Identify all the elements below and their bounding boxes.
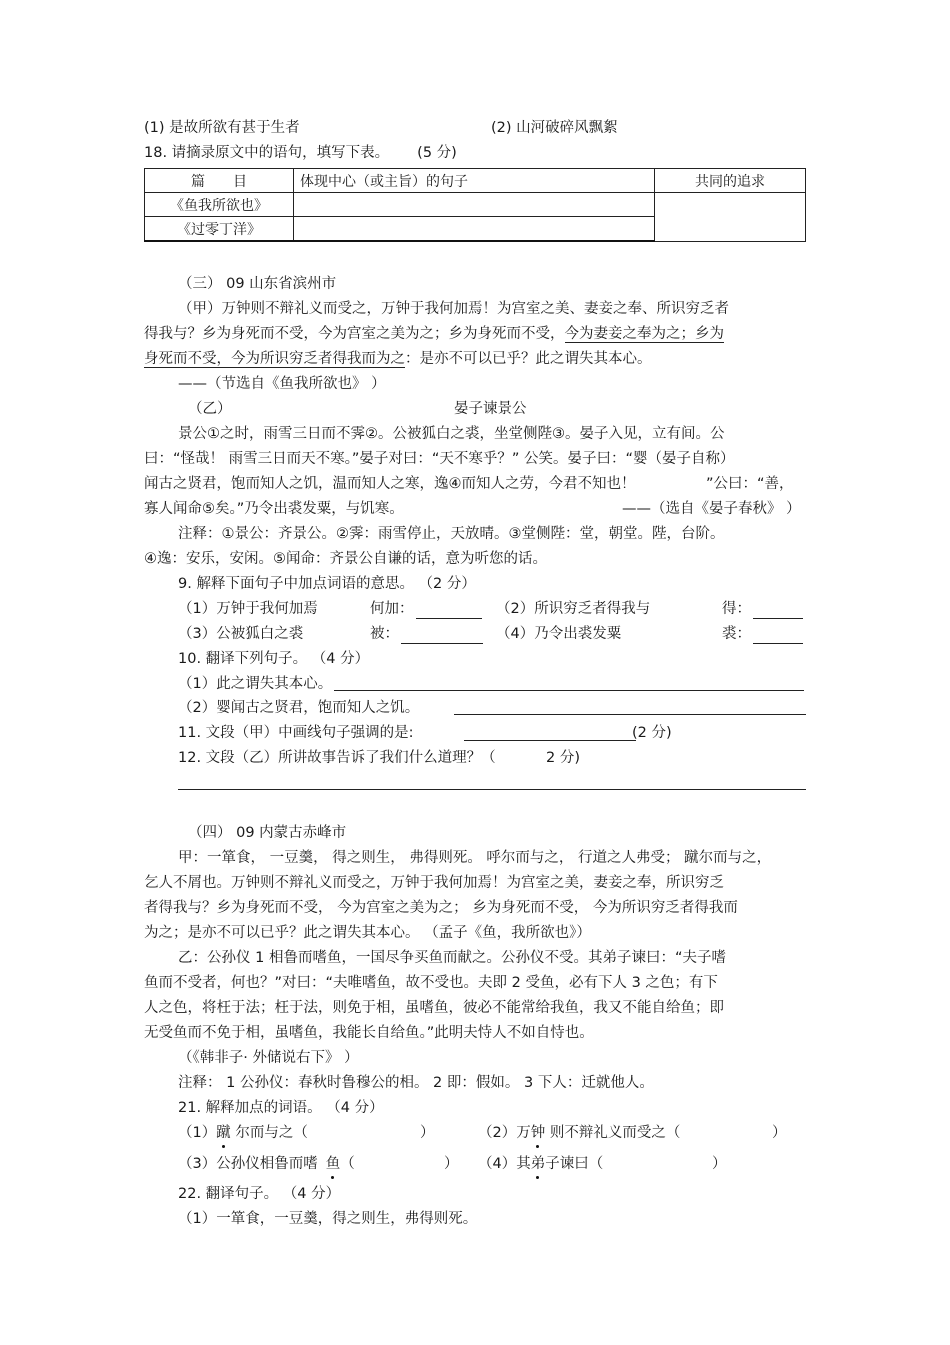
dotted-word: 蹴 — [216, 1125, 231, 1141]
q9-item: （4）乃令出裘发粟 — [496, 626, 622, 642]
q10-prompt: 10. 翻译下列句子。 （4 分） — [178, 651, 370, 667]
q22-item: （1）一箪食，一豆羹，得之则生，弗得则死。 — [178, 1211, 478, 1227]
passage-source: ——（选自《晏子春秋》 ） — [622, 501, 801, 517]
passage-line: 曰：“怪哉！ 雨雪三日而天不寒。”晏子对曰：“天不寒乎？” 公笑。晏子曰：“婴（晏子自称） — [144, 451, 735, 467]
table-row-title: 《鱼我所欲也》 — [145, 193, 294, 217]
q11-prompt: 11. 文段（甲）中画线句子强调的是: — [178, 725, 414, 741]
table-header-title: 篇 目 — [145, 169, 294, 193]
q21-item: （2）万钟 则不辩礼义而受之（ — [478, 1125, 681, 1141]
passage-line: 人之色，将枉于法；枉于法，则免于相，虽嗜鱼，彼必不能常给我鱼，我又不能自给鱼；即 — [144, 1000, 724, 1016]
answer-item-1: (1) 是故所欲有甚于生者 — [144, 120, 300, 136]
passage-line: ”公曰：“善， — [706, 476, 794, 492]
q22-prompt: 22. 翻译句子。 （4 分） — [178, 1186, 341, 1202]
q21-close: ） — [444, 1156, 459, 1172]
q21-item: （1）蹴 尔而与之（ — [178, 1125, 308, 1141]
passage-line: 得我与？乡为身死而不受，今为宫室之美为之；乡为身死而不受，今为妻妾之奉为之；乡为 — [144, 326, 724, 342]
passage-line: 乙：公孙仪 1 相鲁而嗜鱼，一国尽争买鱼而献之。公孙仪不受。其弟子谏曰：“夫子嗜 — [178, 950, 726, 966]
dotted-word: 钟 — [530, 1125, 546, 1141]
dotted-word: 鱼 — [325, 1156, 341, 1172]
passage-line: 甲：一箪食， 一豆羹， 得之则生， 弗得则死。 呼尔而与之， 行道之人弗受； 蹴尔而与之， — [178, 850, 772, 866]
passage-line: 闻古之贤君，饱而知人之饥，温而知人之寒，逸④而知人之劳，今君不知也！ — [144, 476, 636, 492]
answer-blank[interactable] — [401, 627, 483, 644]
answer-item-2: (2) 山河破碎风飘絮 — [491, 120, 618, 136]
q9-prompt: 9. 解释下面句子中加点词语的意思。 （2 分） — [178, 576, 476, 592]
passage-line: 者得我与？乡为身死而不受， 今为宫室之美为之； 乡为身死而不受， 今为所识穷乏者得我而 — [144, 900, 738, 916]
q9-item: （1）万钟于我何加焉 — [178, 601, 318, 617]
notes-line: 注释：①景公：齐景公。②霁：雨雪停止，天放晴。③堂侧陛：堂，朝堂。陛，台阶。 — [178, 526, 725, 542]
answer-line[interactable] — [334, 690, 804, 691]
answer-blank[interactable] — [753, 602, 803, 619]
table-row-title: 《过零丁洋》 — [145, 217, 294, 242]
q9-item: （3）公被狐白之裘 — [178, 626, 304, 642]
q12-prompt: 12. 文段（乙）所讲故事告诉了我们什么道理？（ — [178, 750, 496, 766]
q21-close: ） — [712, 1156, 727, 1172]
passage-line: 寡人闻命⑤矣。”乃令出裘发粟，与饥寒。 — [144, 501, 404, 517]
q9-word: 裘： — [722, 624, 803, 644]
q21-close: ） — [420, 1125, 435, 1141]
passage-line: （甲）万钟则不辩礼义而受之，万钟于我何加焉！为宫室之美、妻妾之奉、所识穷乏者 — [178, 301, 729, 317]
q21-close: ） — [772, 1125, 787, 1141]
table-answer-cell[interactable] — [294, 217, 655, 242]
section4-heading: （四） 09 内蒙古赤峰市 — [188, 825, 347, 841]
q10-item: （2）婴闻古之贤君，饱而知人之饥。 — [178, 700, 420, 716]
passage-line: 为之；是亦不可以已乎？此之谓失其本心。 （孟子《鱼，我所欲也》） — [144, 925, 591, 941]
q12-score: 2 分) — [546, 750, 580, 766]
table-answer-cell[interactable] — [655, 193, 806, 242]
answer-line[interactable] — [464, 740, 636, 741]
passage-yi-label: （乙） — [188, 401, 232, 417]
q21-item: （3）公孙仪相鲁而嗜 鱼（ — [178, 1156, 355, 1172]
table-header-pursuit: 共同的追求 — [655, 169, 806, 193]
section3-heading: （三） 09 山东省滨州市 — [178, 276, 337, 292]
notes-line: 注释： 1 公孙仪：春秋时鲁穆公的相。 2 即：假如。 3 下人：迁就他人。 — [178, 1075, 654, 1091]
table-header-sentence: 体现中心（或主旨）的句子 — [294, 169, 655, 193]
q21-item: （4）其弟子谏曰（ — [478, 1156, 604, 1172]
q18-table — [144, 168, 806, 242]
answer-line[interactable] — [454, 714, 806, 715]
q11-score: (2 分) — [632, 725, 672, 741]
passage-line: 景公①之时，雨雪三日而不霁②。公被狐白之裘，坐堂侧陛③。晏子入见，立有间。公 — [178, 426, 725, 442]
answer-line[interactable] — [178, 789, 806, 790]
q10-item: （1）此之谓失其本心。 — [178, 676, 333, 692]
notes-line: ④逸：安乐，安闲。⑤闻命：齐景公自谦的话，意为听您的话。 — [144, 551, 547, 567]
passage-source: ——（节选自《鱼我所欲也》 ） — [178, 376, 386, 392]
q9-word: 被： — [370, 624, 483, 644]
passage-line: 鱼而不受者，何也？”对曰：“夫唯嗜鱼，故不受也。夫即 2 受鱼，必有下人 3 之色；有下 — [144, 975, 718, 991]
passage-line: 乞人不屑也。万钟则不辩礼义而受之，万钟于我何加焉！为宫室之美，妻妾之奉，所识穷乏 — [144, 875, 724, 891]
answer-blank[interactable] — [753, 627, 803, 644]
q18-prompt: 18. 请摘录原文中的语句，填写下表。 (5 分) — [144, 145, 457, 161]
table-answer-cell[interactable] — [294, 193, 655, 217]
passage-yi-title: 晏子谏景公 — [454, 401, 527, 417]
q21-prompt: 21. 解释加点的词语。 （4 分） — [178, 1100, 384, 1116]
q9-word: 何加： — [370, 599, 482, 619]
passage-line: 身死而不受，今为所识穷乏者得我而为之：是亦不可以已乎？此之谓失其本心。 — [144, 351, 652, 367]
q9-item: （2）所识穷乏者得我与 — [496, 601, 651, 617]
answer-blank[interactable] — [416, 602, 482, 619]
passage-line: 无受鱼而不免于相，虽嗜鱼，我能长自给鱼。”此明夫恃人不如自恃也。 — [144, 1025, 594, 1041]
passage-source: （《韩非子· 外储说右下》 ） — [178, 1050, 359, 1066]
dotted-word: 弟 — [530, 1156, 546, 1172]
q9-word: 得： — [722, 599, 803, 619]
